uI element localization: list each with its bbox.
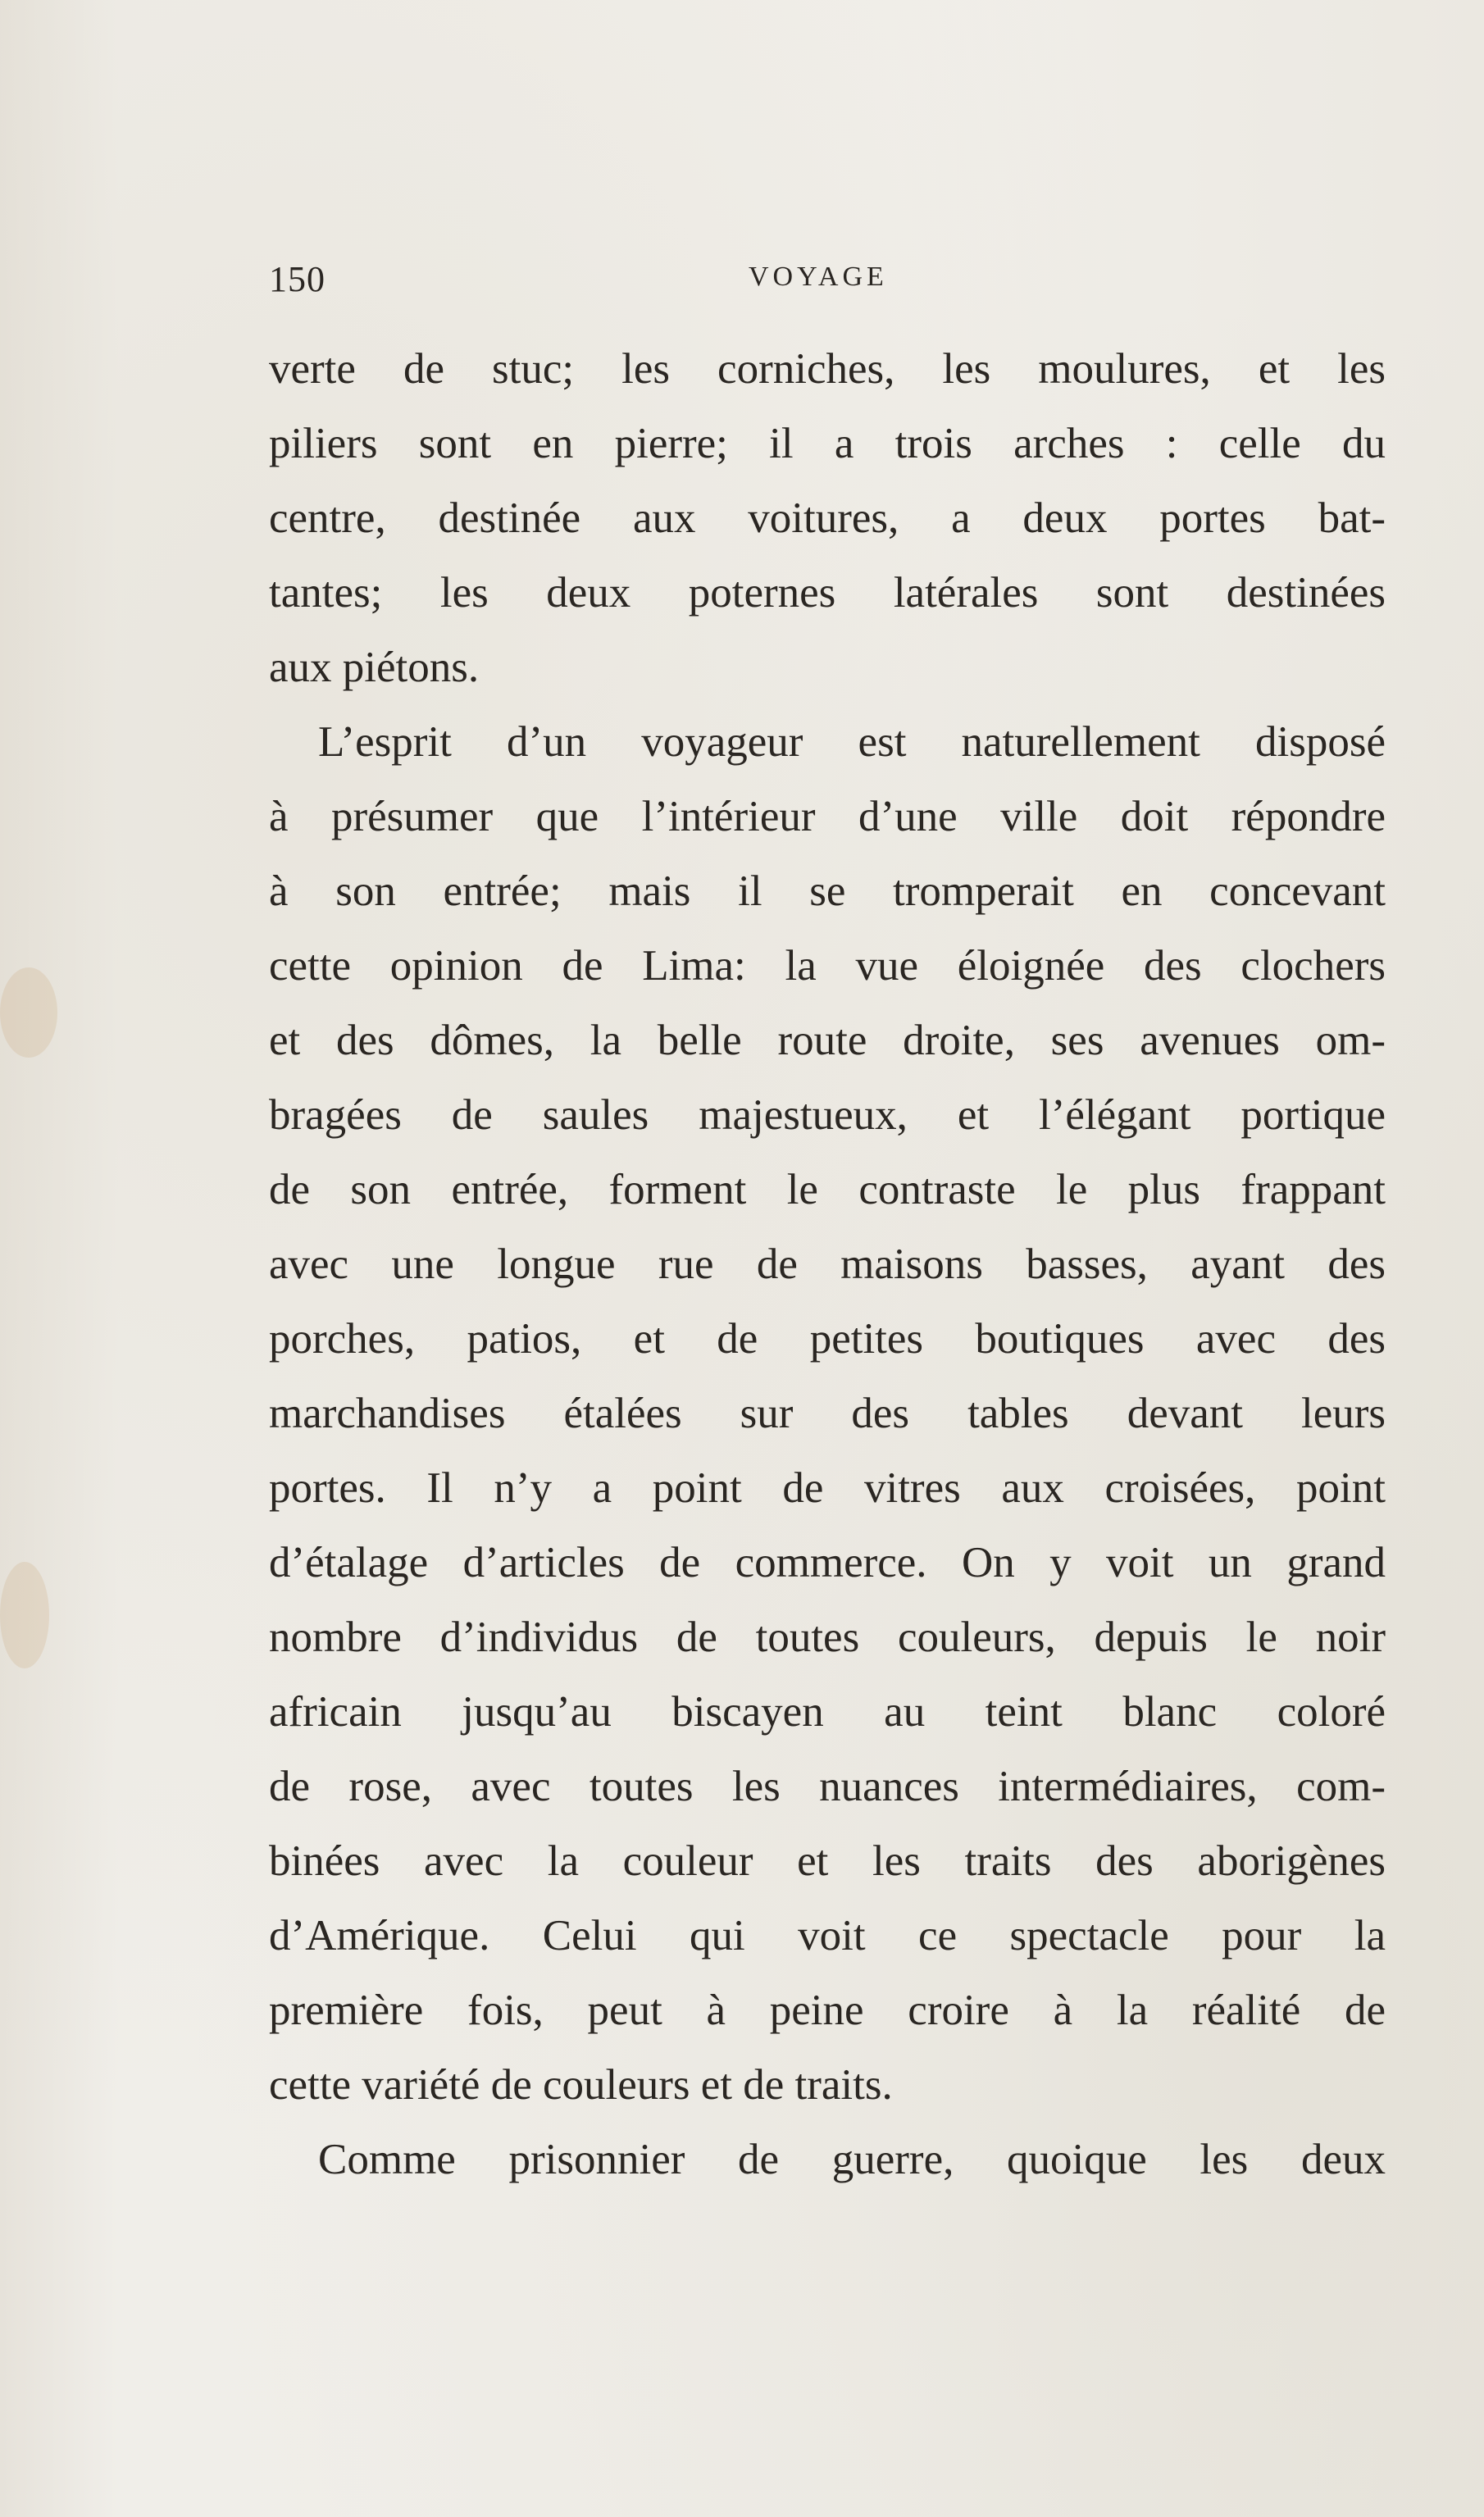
text-line: verte de stuc; les corniches, les moulures, et les <box>269 345 1386 393</box>
text-line: à présumer que l’intérieur d’une ville doit répondre <box>269 793 1386 840</box>
text-line: d’Amérique. Celui qui voit ce spectacle pour la <box>269 1912 1386 1959</box>
page-header <box>269 258 1386 307</box>
paper-stain <box>0 967 57 1058</box>
running-head: VOYAGE <box>749 262 888 292</box>
text-line: aux piétons. <box>269 644 480 691</box>
text-line: d’étalage d’articles de commerce. On y voit un grand <box>269 1539 1386 1586</box>
text-line: de rose, avec toutes les nuances intermédiaires, com- <box>269 1763 1386 1810</box>
text-line: première fois, peut à peine croire à la réalité de <box>269 1987 1386 2034</box>
text-line: portes. Il n’y a point de vitres aux croisées, point <box>269 1464 1386 1512</box>
text-line: piliers sont en pierre; il a trois arches : celle du <box>269 420 1386 467</box>
text-line: de son entrée, forment le contraste le plus frappant <box>269 1166 1386 1213</box>
paragraph-first-line: Comme prisonnier de guerre, quoique les deux <box>318 2136 1386 2183</box>
text-line: et des dômes, la belle route droite, ses avenues om- <box>269 1017 1386 1064</box>
text-line: porches, patios, et de petites boutiques avec des <box>269 1315 1386 1363</box>
text-line: marchandises étalées sur des tables devant leurs <box>269 1390 1386 1437</box>
text-line: binées avec la couleur et les traits des aborigènes <box>269 1837 1386 1885</box>
text-line: nombre d’individus de toutes couleurs, depuis le noir <box>269 1614 1386 1661</box>
text-line: cette variété de couleurs et de traits. <box>269 2061 893 2109</box>
paper-stain <box>0 1562 49 1668</box>
text-line: avec une longue rue de maisons basses, ayant des <box>269 1240 1386 1288</box>
text-line: à son entrée; mais il se tromperait en concevant <box>269 867 1386 915</box>
body-text <box>269 332 1386 2197</box>
text-line: cette opinion de Lima: la vue éloignée des clochers <box>269 942 1386 990</box>
text-line: tantes; les deux poternes latérales sont destinées <box>269 569 1386 617</box>
page-number: 150 <box>269 259 325 299</box>
text-line: centre, destinée aux voitures, a deux portes bat- <box>269 494 1386 542</box>
text-line: africain jusqu’au biscayen au teint blanc coloré <box>269 1688 1386 1736</box>
text-line: bragées de saules majestueux, et l’élégant portique <box>269 1091 1386 1139</box>
paragraph-first-line: L’esprit d’un voyageur est naturellement disposé <box>318 718 1386 766</box>
